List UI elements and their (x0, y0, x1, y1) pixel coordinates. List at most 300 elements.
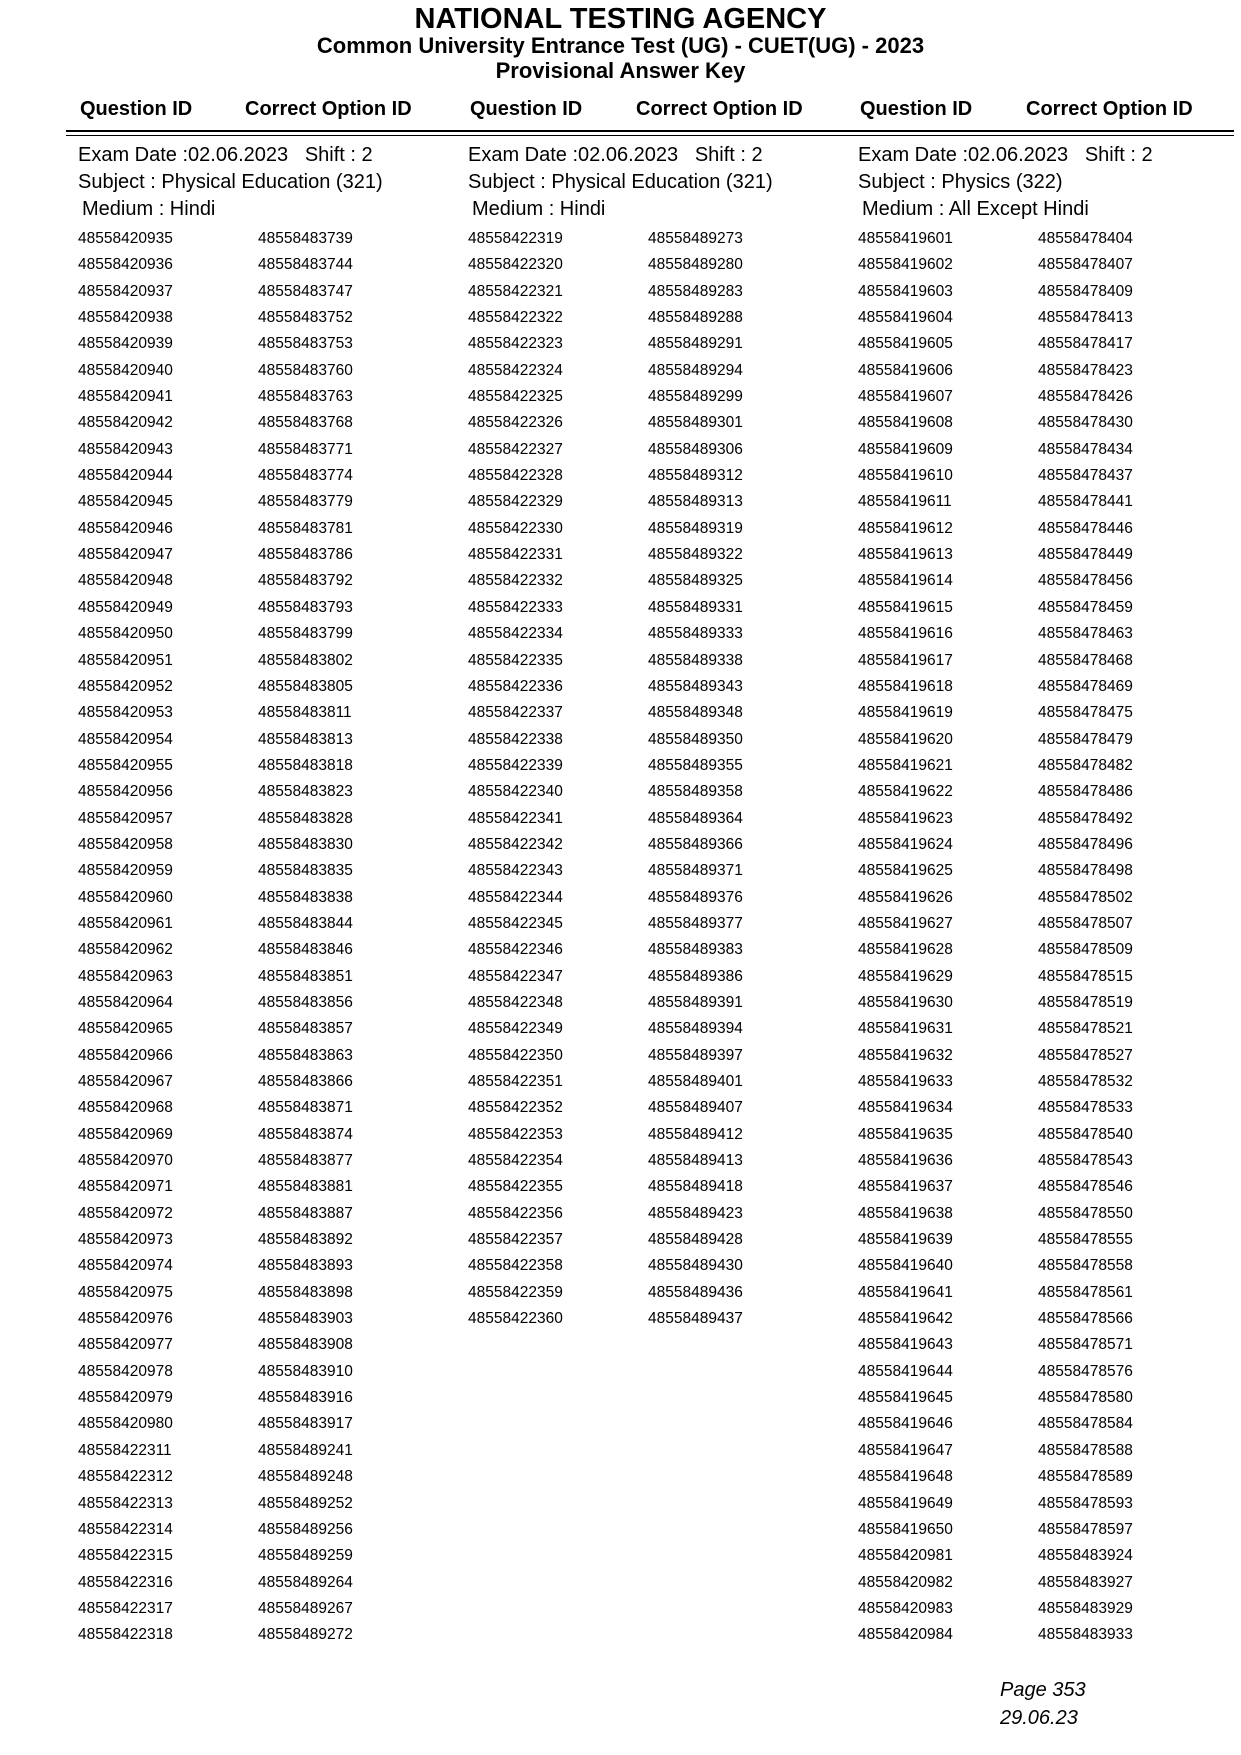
correct-option-cell: 48558483910 (258, 1362, 353, 1380)
correct-option-cell: 48558483753 (258, 335, 353, 353)
question-id-cell: 48558422350 (468, 1046, 563, 1064)
question-id-cell: 48558420957 (78, 809, 173, 827)
table-row (858, 1491, 1241, 1517)
table-row (78, 621, 468, 647)
question-id-cell: 48558422330 (468, 519, 563, 537)
correct-option-cell: 48558489264 (258, 1573, 353, 1591)
table-row (78, 252, 468, 278)
table-row (468, 252, 858, 278)
table-row (468, 806, 858, 832)
question-id-cell: 48558422346 (468, 941, 563, 959)
correct-option-cell: 48558483739 (258, 230, 353, 247)
correct-option-cell: 48558489383 (648, 941, 743, 959)
correct-option-cell: 48558483881 (258, 1178, 353, 1196)
question-id-cell: 48558420938 (78, 309, 173, 327)
question-id-cell: 48558419613 (858, 546, 953, 564)
question-id-cell: 48558420973 (78, 1231, 173, 1249)
question-id-cell: 48558422314 (78, 1520, 173, 1538)
correct-option-cell: 48558478588 (1038, 1441, 1133, 1459)
table-row (468, 568, 858, 594)
correct-option-cell: 48558489394 (648, 1020, 743, 1038)
question-id-cell: 48558420949 (78, 598, 173, 616)
question-id-cell: 48558420954 (78, 730, 173, 748)
question-id-cell: 48558419612 (858, 519, 953, 537)
question-id-cell: 48558420974 (78, 1257, 173, 1275)
correct-option-cell: 48558483799 (258, 625, 353, 643)
question-id-cell: 48558420966 (78, 1046, 173, 1064)
question-id-cell: 48558422333 (468, 598, 563, 616)
answer-rows (78, 226, 468, 1649)
table-row (858, 727, 1241, 753)
table-row (858, 437, 1241, 463)
question-id-cell: 48558422327 (468, 440, 563, 458)
correct-option-cell: 48558483933 (1038, 1626, 1133, 1644)
question-id-cell: 48558422331 (468, 546, 563, 564)
medium: Medium : Hindi (82, 198, 216, 220)
correct-option-cell: 48558478597 (1038, 1520, 1133, 1538)
question-id-cell: 48558422339 (468, 756, 563, 774)
table-row (858, 990, 1241, 1016)
table-row (78, 1332, 468, 1358)
correct-option-header: Correct Option ID (636, 98, 803, 120)
table-row (78, 1438, 468, 1464)
table-row (858, 489, 1241, 515)
correct-option-cell: 48558478507 (1038, 914, 1133, 932)
question-id-cell: 48558419631 (858, 1020, 953, 1038)
question-id-cell: 48558420971 (78, 1178, 173, 1196)
question-id-cell: 48558422355 (468, 1178, 563, 1196)
question-id-cell: 48558422353 (468, 1125, 563, 1143)
question-id-cell: 48558422342 (468, 835, 563, 853)
table-row (858, 384, 1241, 410)
table-row (78, 1359, 468, 1385)
correct-option-cell: 48558478527 (1038, 1046, 1133, 1064)
medium: Medium : Hindi (472, 198, 606, 220)
correct-option-cell: 48558478468 (1038, 651, 1133, 669)
table-row (858, 1464, 1241, 1490)
question-id-cell: 48558422326 (468, 414, 563, 432)
correct-option-cell: 48558483903 (258, 1310, 353, 1328)
correct-option-cell: 48558478584 (1038, 1415, 1133, 1433)
question-id-cell: 48558422328 (468, 467, 563, 485)
correct-option-cell: 48558489294 (648, 361, 743, 379)
question-id-cell: 48558422336 (468, 677, 563, 695)
correct-option-cell: 48558478546 (1038, 1178, 1133, 1196)
correct-option-cell: 48558489272 (258, 1626, 353, 1644)
question-id-cell: 48558419638 (858, 1204, 953, 1222)
table-row (858, 1095, 1241, 1121)
question-id-cell: 48558420967 (78, 1073, 173, 1090)
correct-option-cell: 48558489313 (648, 493, 743, 511)
question-id-cell: 48558420984 (858, 1626, 953, 1644)
question-id-cell: 48558420940 (78, 361, 173, 379)
table-row (468, 463, 858, 489)
correct-option-cell: 48558478515 (1038, 967, 1133, 985)
correct-option-cell: 48558489401 (648, 1073, 743, 1090)
correct-option-cell: 48558489301 (648, 414, 743, 432)
table-row (858, 1438, 1241, 1464)
question-id-cell: 48558419618 (858, 677, 953, 695)
table-row (468, 437, 858, 463)
correct-option-cell: 48558489291 (648, 335, 743, 353)
exam-date: Exam Date :02.06.2023 (468, 144, 679, 166)
question-id-cell: 48558422349 (468, 1020, 563, 1038)
question-id-cell: 48558422359 (468, 1283, 563, 1301)
table-row (78, 331, 468, 357)
correct-option-cell: 48558478509 (1038, 941, 1133, 959)
answer-section-3 (858, 142, 1241, 1644)
question-id-cell: 48558420978 (78, 1362, 173, 1380)
correct-option-cell: 48558478543 (1038, 1152, 1133, 1170)
question-id-cell: 48558422332 (468, 572, 563, 590)
correct-option-cell: 48558489348 (648, 704, 743, 722)
table-row (468, 595, 858, 621)
subject: Subject : Physical Education (321) (78, 171, 383, 193)
question-id-cell: 48558422325 (468, 388, 563, 406)
table-row (78, 463, 468, 489)
table-row (468, 384, 858, 410)
correct-option-cell: 48558489371 (648, 862, 743, 880)
table-row (468, 753, 858, 779)
table-row (468, 885, 858, 911)
correct-option-cell: 48558483851 (258, 967, 353, 985)
table-row (858, 1570, 1241, 1596)
table-row (468, 727, 858, 753)
table-row (468, 937, 858, 963)
correct-option-cell: 48558483811 (258, 704, 352, 722)
question-id-cell: 48558419621 (858, 756, 953, 774)
table-row (78, 1411, 468, 1437)
question-id-cell: 48558420936 (78, 256, 173, 274)
correct-option-cell: 48558489436 (648, 1283, 743, 1301)
correct-option-cell: 48558489299 (648, 388, 743, 406)
table-row (78, 542, 468, 568)
correct-option-cell: 48558483823 (258, 783, 353, 801)
correct-option-cell: 48558489333 (648, 625, 743, 643)
correct-option-cell: 48558478502 (1038, 888, 1133, 906)
question-id-cell: 48558419601 (858, 230, 953, 247)
correct-option-cell: 48558478589 (1038, 1468, 1133, 1486)
correct-option-cell: 48558489437 (648, 1310, 743, 1328)
correct-option-cell: 48558489343 (648, 677, 743, 695)
question-id-cell: 48558420959 (78, 862, 173, 880)
question-id-cell: 48558420951 (78, 651, 173, 669)
question-id-cell: 48558422338 (468, 730, 563, 748)
question-id-cell: 48558422311 (78, 1441, 172, 1459)
question-id-cell: 48558419629 (858, 967, 953, 985)
table-row (468, 700, 858, 726)
question-id-cell: 48558419641 (858, 1283, 953, 1301)
correct-option-cell: 48558483916 (258, 1389, 353, 1407)
question-id-cell: 48558419645 (858, 1389, 953, 1407)
table-row (468, 990, 858, 1016)
table-row (78, 1122, 468, 1148)
correct-option-cell: 48558489306 (648, 440, 743, 458)
correct-option-cell: 48558489386 (648, 967, 743, 985)
table-row (858, 305, 1241, 331)
correct-option-cell: 48558489413 (648, 1152, 743, 1170)
table-row (858, 358, 1241, 384)
question-id-cell: 48558419624 (858, 835, 953, 853)
correct-option-cell: 48558489358 (648, 783, 743, 801)
question-id-cell: 48558422344 (468, 888, 563, 906)
question-id-cell: 48558420983 (858, 1599, 953, 1617)
table-row (78, 648, 468, 674)
table-row (468, 1227, 858, 1253)
table-row (468, 911, 858, 937)
question-id-cell: 48558422356 (468, 1204, 563, 1222)
correct-option-cell: 48558489248 (258, 1468, 353, 1486)
question-id-cell: 48558422315 (78, 1547, 173, 1565)
table-row (858, 1043, 1241, 1069)
table-row (468, 1306, 858, 1332)
question-id-cell: 48558419633 (858, 1073, 953, 1090)
correct-option-cell: 48558489331 (648, 598, 743, 616)
correct-option-cell: 48558478533 (1038, 1099, 1133, 1117)
correct-option-cell: 48558478492 (1038, 809, 1133, 827)
question-id-cell: 48558419609 (858, 440, 953, 458)
table-row (78, 1069, 468, 1095)
table-row (858, 1069, 1241, 1095)
question-id-cell: 48558420980 (78, 1415, 173, 1433)
correct-option-cell: 48558478475 (1038, 704, 1133, 722)
table-row (78, 1016, 468, 1042)
correct-option-cell: 48558478519 (1038, 993, 1133, 1011)
question-id-cell: 48558419603 (858, 282, 953, 300)
correct-option-cell: 48558483924 (1038, 1547, 1133, 1565)
question-id-cell: 48558420962 (78, 941, 173, 959)
question-id-cell: 48558420968 (78, 1099, 173, 1117)
table-row (858, 1622, 1241, 1648)
exam-date-line (78, 142, 468, 169)
table-row (78, 1174, 468, 1200)
table-row (858, 1280, 1241, 1306)
correct-option-cell: 48558478426 (1038, 388, 1133, 406)
question-id-cell: 48558422322 (468, 309, 563, 327)
table-row (468, 358, 858, 384)
question-id-cell: 48558419628 (858, 941, 953, 959)
question-id-cell: 48558422321 (468, 282, 563, 300)
correct-option-cell: 48558489377 (648, 914, 743, 932)
table-row (858, 1253, 1241, 1279)
question-id-cell: 48558420963 (78, 967, 173, 985)
correct-option-cell: 48558483779 (258, 493, 353, 511)
table-row (858, 1201, 1241, 1227)
question-id-cell: 48558422318 (78, 1626, 173, 1644)
question-id-cell: 48558420941 (78, 388, 173, 406)
table-row (78, 410, 468, 436)
table-row (78, 1385, 468, 1411)
table-row (468, 331, 858, 357)
table-row (858, 1543, 1241, 1569)
table-row (858, 252, 1241, 278)
correct-option-header: Correct Option ID (245, 98, 412, 120)
table-row (468, 1280, 858, 1306)
correct-option-cell: 48558489412 (648, 1125, 743, 1143)
correct-option-cell: 48558483908 (258, 1336, 353, 1354)
table-row (468, 1148, 858, 1174)
header-rule-thin (66, 135, 1234, 136)
shift: Shift : 2 (304, 144, 373, 166)
table-row (78, 1148, 468, 1174)
correct-option-cell: 48558483846 (258, 941, 353, 959)
correct-option-header: Correct Option ID (1026, 98, 1193, 120)
table-row (858, 1332, 1241, 1358)
correct-option-cell: 48558478446 (1038, 519, 1133, 537)
table-row (858, 595, 1241, 621)
table-row (78, 911, 468, 937)
question-id-cell: 48558420961 (78, 914, 173, 932)
correct-option-cell: 48558489391 (648, 993, 743, 1011)
question-id-cell: 48558419610 (858, 467, 953, 485)
question-id-cell: 48558419650 (858, 1520, 953, 1538)
table-row (858, 542, 1241, 568)
exam-subtitle: Common University Entrance Test (UG) - CUET(UG) - 2023 (316, 33, 925, 58)
correct-option-cell: 48558483898 (258, 1283, 353, 1301)
correct-option-cell: 48558478441 (1038, 493, 1133, 511)
correct-option-cell: 48558478463 (1038, 625, 1133, 643)
correct-option-cell: 48558483760 (258, 361, 353, 379)
table-row (468, 674, 858, 700)
table-row (78, 753, 468, 779)
table-row (858, 648, 1241, 674)
table-row (78, 1491, 468, 1517)
correct-option-cell: 48558478430 (1038, 414, 1133, 432)
question-id-cell: 48558419623 (858, 809, 953, 827)
correct-option-cell: 48558489350 (648, 730, 743, 748)
table-row (858, 753, 1241, 779)
shift: Shift : 2 (694, 144, 763, 166)
question-id-cell: 48558422347 (468, 967, 563, 985)
table-row (78, 1570, 468, 1596)
table-row (468, 1016, 858, 1042)
question-id-cell: 48558420956 (78, 783, 173, 801)
answer-rows (858, 226, 1241, 1649)
question-id-cell: 48558420939 (78, 335, 173, 353)
table-row (78, 964, 468, 990)
correct-option-cell: 48558483774 (258, 467, 353, 485)
table-row (858, 1385, 1241, 1411)
question-id-cell: 48558422320 (468, 256, 563, 274)
correct-option-cell: 48558478593 (1038, 1494, 1133, 1512)
question-id-cell: 48558419626 (858, 888, 953, 906)
correct-option-cell: 48558489423 (648, 1204, 743, 1222)
correct-option-cell: 48558489283 (648, 282, 743, 300)
correct-option-cell: 48558489338 (648, 651, 743, 669)
question-id-cell: 48558422317 (78, 1599, 173, 1617)
table-row (78, 858, 468, 884)
exam-date: Exam Date :02.06.2023 (858, 144, 1069, 166)
question-id-cell: 48558420937 (78, 282, 173, 300)
question-id-cell: 48558419630 (858, 993, 953, 1011)
table-row (858, 1122, 1241, 1148)
correct-option-cell: 48558483863 (258, 1046, 353, 1064)
answer-rows (468, 226, 858, 1332)
table-row (78, 437, 468, 463)
correct-option-cell: 48558483747 (258, 282, 353, 300)
correct-option-cell: 48558483844 (258, 914, 353, 932)
table-row (858, 911, 1241, 937)
correct-option-cell: 48558478437 (1038, 467, 1133, 485)
question-id-cell: 48558422360 (468, 1310, 563, 1328)
table-row (858, 700, 1241, 726)
question-id-cell: 48558419616 (858, 625, 953, 643)
correct-option-cell: 48558489288 (648, 309, 743, 327)
document-title: Provisional Answer Key (495, 58, 746, 83)
question-id-cell: 48558422351 (468, 1073, 563, 1090)
correct-option-cell: 48558489259 (258, 1547, 353, 1565)
correct-option-cell: 48558478540 (1038, 1125, 1133, 1143)
correct-option-cell: 48558483813 (258, 730, 353, 748)
question-id-cell: 48558419637 (858, 1178, 953, 1196)
correct-option-cell: 48558483792 (258, 572, 353, 590)
correct-option-cell: 48558483857 (258, 1020, 353, 1038)
correct-option-cell: 48558483768 (258, 414, 353, 432)
correct-option-cell: 48558478407 (1038, 256, 1133, 274)
table-row (858, 1306, 1241, 1332)
table-row (78, 990, 468, 1016)
correct-option-cell: 48558483887 (258, 1204, 353, 1222)
table-row (858, 806, 1241, 832)
question-id-cell: 48558420958 (78, 835, 173, 853)
table-row (78, 305, 468, 331)
question-id-cell: 48558419605 (858, 335, 953, 353)
table-row (858, 1517, 1241, 1543)
question-id-cell: 48558422312 (78, 1468, 173, 1486)
question-id-cell: 48558422324 (468, 361, 563, 379)
table-row (858, 331, 1241, 357)
question-id-cell: 48558420979 (78, 1389, 173, 1407)
table-row (858, 516, 1241, 542)
correct-option-cell: 48558489241 (258, 1441, 353, 1459)
table-row (858, 568, 1241, 594)
correct-option-cell: 48558478469 (1038, 677, 1133, 695)
question-id-header: Question ID (80, 98, 193, 120)
table-row (858, 885, 1241, 911)
correct-option-cell: 48558483781 (258, 519, 353, 537)
answer-section-2 (468, 142, 858, 1328)
question-id-header: Question ID (470, 98, 583, 120)
correct-option-cell: 48558489364 (648, 809, 743, 827)
table-row (468, 779, 858, 805)
table-row (858, 832, 1241, 858)
correct-option-cell: 48558483877 (258, 1152, 353, 1170)
table-row (858, 1016, 1241, 1042)
correct-option-cell: 48558478449 (1038, 546, 1133, 564)
question-id-cell: 48558422323 (468, 335, 563, 353)
correct-option-cell: 48558489312 (648, 467, 743, 485)
correct-option-cell: 48558478561 (1038, 1283, 1133, 1301)
table-row (468, 305, 858, 331)
table-row (858, 674, 1241, 700)
correct-option-cell: 48558478404 (1038, 230, 1133, 247)
correct-option-cell: 48558483874 (258, 1125, 353, 1143)
table-row (468, 1174, 858, 1200)
exam-date: Exam Date :02.06.2023 (78, 144, 289, 166)
question-id-cell: 48558419646 (858, 1415, 953, 1433)
correct-option-cell: 48558478558 (1038, 1257, 1133, 1275)
correct-option-cell: 48558489256 (258, 1520, 353, 1538)
question-id-cell: 48558422334 (468, 625, 563, 643)
table-row (78, 806, 468, 832)
correct-option-cell: 48558483871 (258, 1099, 353, 1117)
question-id-cell: 48558419647 (858, 1441, 953, 1459)
table-row (858, 779, 1241, 805)
question-id-cell: 48558422357 (468, 1231, 563, 1249)
question-id-cell: 48558422343 (468, 862, 563, 880)
question-id-cell: 48558420945 (78, 493, 173, 511)
correct-option-cell: 48558478482 (1038, 756, 1133, 774)
